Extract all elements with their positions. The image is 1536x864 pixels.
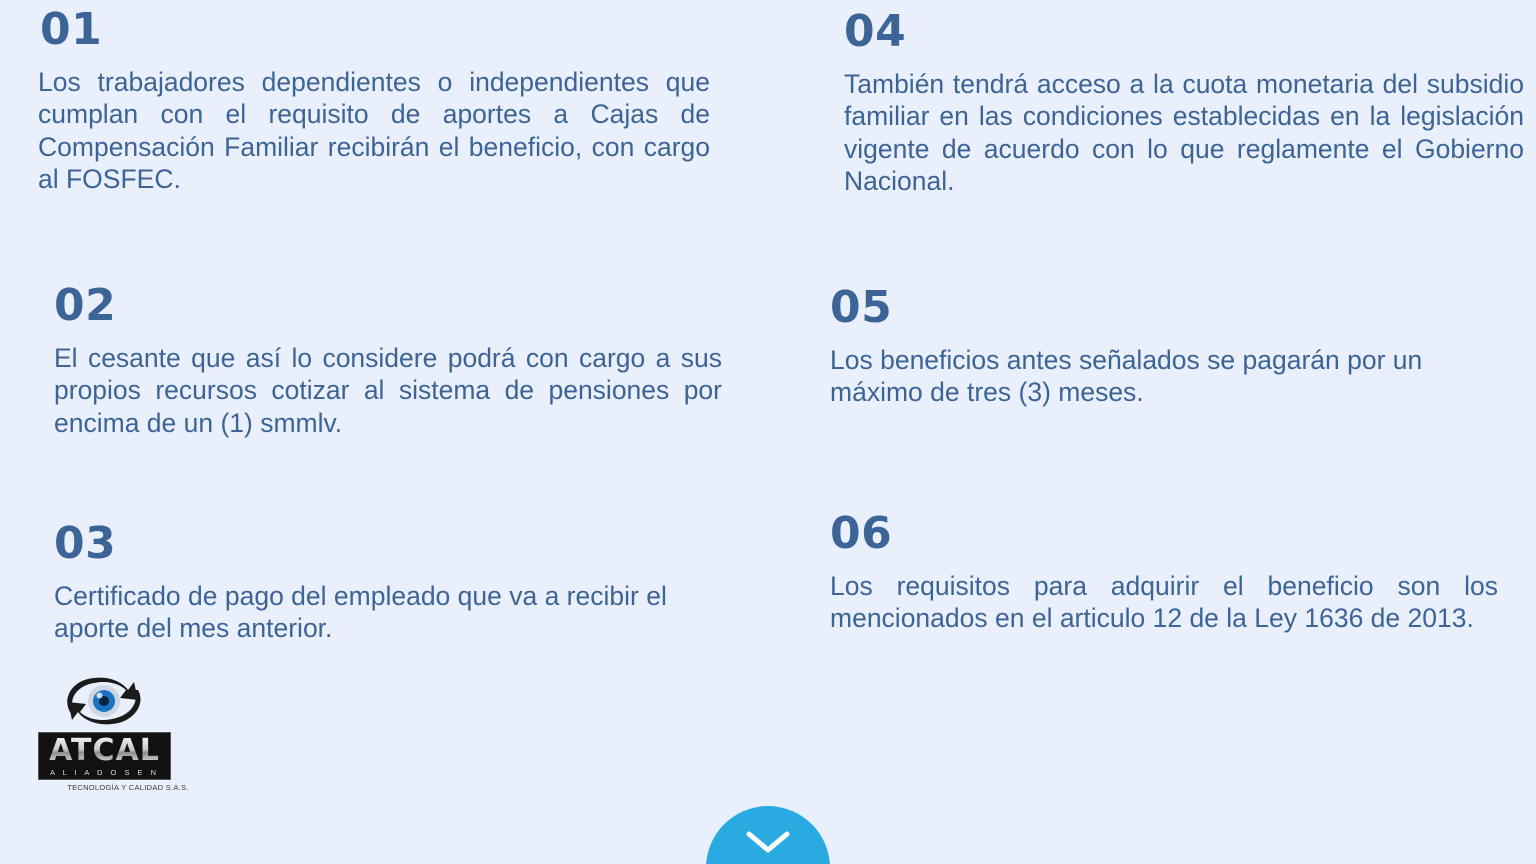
item-number: 06 [830, 508, 893, 559]
item-number: 04 [844, 6, 907, 57]
item-text: También tendrá acceso a la cuota monetaria del subsidio familiar en las condiciones establecidas en la legislación vigente de acuerdo con lo que reglamente el Gobierno Nacional. [844, 69, 1524, 196]
item-text: Los trabajadores dependientes o independientes que cumplan con el requisito de aportes a Cajas de Compensación Familiar recibirán el beneficio, con cargo al FOSFEC. [38, 67, 710, 194]
atcal-logo [38, 672, 218, 792]
eye-logo-icon [60, 672, 148, 728]
list-item [54, 280, 722, 439]
item-text: Certificado de pago del empleado que va a recibir el aporte del mes anterior. [54, 581, 667, 644]
chevron-down-icon [745, 828, 791, 856]
list-item [38, 4, 710, 195]
item-number: 01 [40, 4, 103, 55]
item-text: Los requisitos para adquirir el beneficio son los mencionados en el articulo 12 de la Ley 1636 de 2013. [830, 571, 1498, 634]
list-item [830, 282, 1498, 409]
logo-tagline-bottom: TECNOLOGÍA Y CALIDAD S.A.S. [67, 783, 189, 792]
item-text: El cesante que así lo considere podrá con cargo a sus propios recursos cotizar al sistema de pensiones por encima de un (1) smmlv. [54, 343, 722, 438]
list-item [844, 6, 1524, 197]
list-item [830, 508, 1498, 635]
item-number: 03 [54, 518, 117, 569]
item-number: 02 [54, 280, 117, 331]
item-text: Los beneficios antes señalados se pagarán por un máximo de tres (3) meses. [830, 345, 1423, 408]
scroll-down-button[interactable] [706, 806, 830, 864]
logo-tagline-top: A L I A D O S E N [49, 768, 160, 777]
logo-wordmark: ATCAL [43, 736, 166, 766]
logo-wordmark-box [38, 732, 171, 780]
list-item [54, 518, 722, 645]
item-number: 05 [830, 282, 893, 333]
